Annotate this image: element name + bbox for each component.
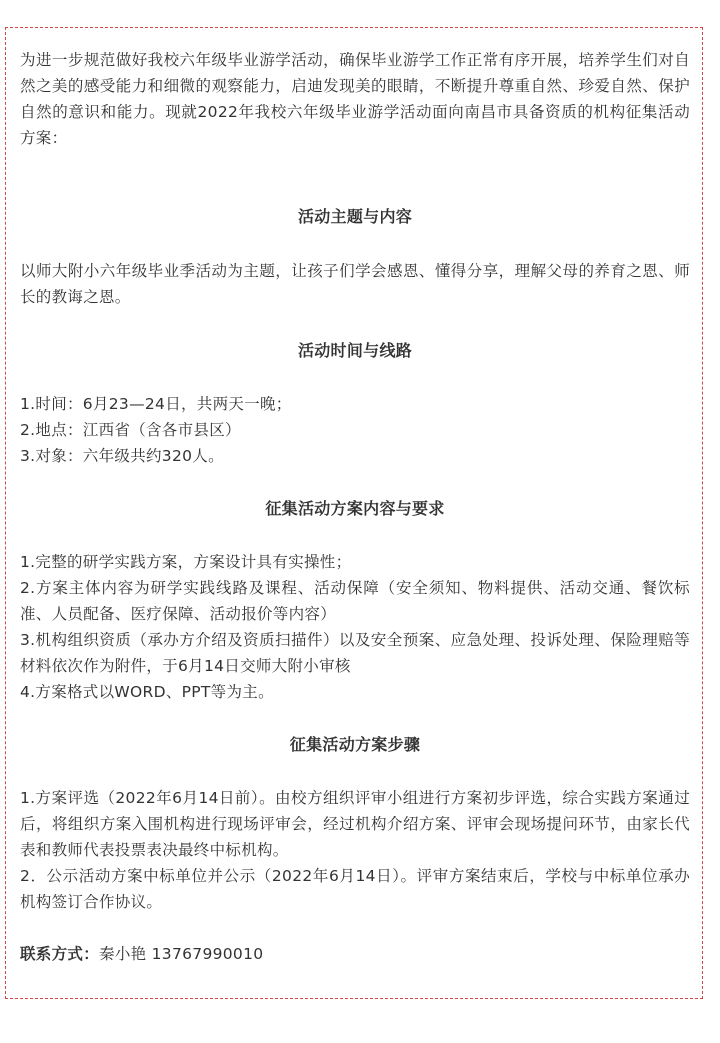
intro-paragraph: 为进一步规范做好我校六年级毕业游学活动，确保毕业游学工作正常有序开展，培养学生们对自然之美的感受能力和细微的观察能力，启迪发现美的眼睛，不断提升尊重自然、珍爱自然、保护自然的意识和能力。现就2022年我校六年级毕业游学活动面向南昌市具备资质的机构征集活动方案： — [20, 51, 690, 147]
announcement-body — [20, 47, 690, 967]
steps-list — [20, 785, 690, 915]
requirements-list — [20, 549, 690, 705]
list-item: 4.方案格式以WORD、PPT等为主。 — [20, 683, 274, 701]
list-item: 2.方案主体内容为研学实践线路及课程、活动保障（安全须知、物料提供、活动交通、餐饮标准、人员配备、医疗保障、活动报价等内容） — [20, 579, 690, 623]
contact-value: 秦小艳 13767990010 — [99, 945, 264, 963]
list-item: 3.对象：六年级共约320人。 — [20, 447, 224, 465]
section-title-theme: 活动主题与内容 — [297, 207, 413, 226]
contact-line — [20, 941, 690, 967]
list-item: 3.机构组织资质（承办方介绍及资质扫描件）以及安全预案、应急处理、投诉处理、保险理赔等材料依次作为附件，于6月14日交师大附小审核 — [20, 631, 690, 675]
list-item: 1.时间：6月23—24日，共两天一晚； — [20, 395, 292, 413]
time-route-list — [20, 391, 690, 469]
list-item: 1.方案评选（2022年6月14日前）。由校方组织评审小组进行方案初步评选，综合实践方案通过后，将组织方案入围机构进行现场评审会，经过机构介绍方案、评审会现场提问环节，由家长代表和教师代表投票表决最终中标机构。 — [20, 789, 690, 859]
section-body-theme: 以师大附小六年级毕业季活动为主题，让孩子们学会感恩、懂得分享，理解父母的养育之恩、师长的教诲之恩。 — [20, 262, 690, 306]
list-item: 2．公示活动方案中标单位并公示（2022年6月14日）。评审方案结束后，学校与中标单位承办机构签订合作协议。 — [20, 867, 690, 911]
section-title-requirements: 征集活动方案内容与要求 — [265, 499, 445, 518]
list-item: 2.地点：江西省（含各市县区） — [20, 421, 241, 439]
section-title-time-route: 活动时间与线路 — [297, 341, 413, 360]
section-title-steps: 征集活动方案步骤 — [289, 735, 421, 754]
contact-label: 联系方式： — [20, 945, 100, 963]
list-item: 1.完整的研学实践方案，方案设计具有实操性； — [20, 553, 352, 571]
